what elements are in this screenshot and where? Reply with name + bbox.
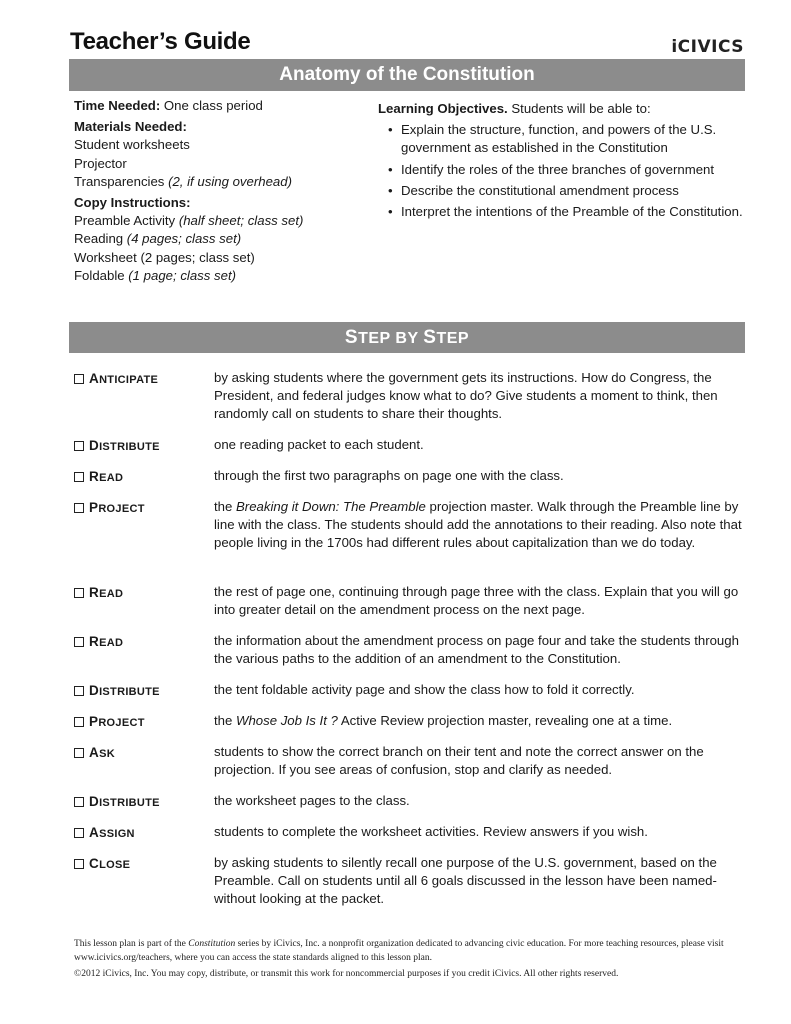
icivics-logo: iCIVICS — [671, 37, 744, 57]
objectives-list — [378, 121, 746, 221]
objective-item: • Interpret the intentions of the Preamble of the Constitution. — [401, 203, 746, 221]
step-description: the Breaking it Down: The Preamble projection master. Walk through the Preamble line by line with the class. The students should add the annotations to their reading. Also note that people living in the 1700s had different rules about capitalization than we do today. — [214, 499, 742, 551]
step-verb: ASK — [74, 745, 115, 760]
step-description: students to complete the worksheet activities. Review answers if you wish. — [214, 824, 648, 839]
step-description: by asking students to silently recall one purpose of the U.S. government, based on the Preamble. Call on students until all 6 goals discussed in the lesson have been named- without looking at the packet. — [214, 855, 717, 907]
checkbox-icon[interactable] — [74, 374, 84, 384]
copy-instructions-label: Copy Instructions: — [74, 195, 191, 211]
objective-item: • Explain the structure, function, and powers of the U.S. government as established in the Constitution — [401, 121, 746, 157]
checkbox-icon[interactable] — [74, 686, 84, 696]
step-verb: READ — [74, 634, 123, 649]
page-footer — [74, 938, 746, 982]
lesson-title-banner: Anatomy of the Constitution — [69, 59, 745, 91]
step-description: the tent foldable activity page and show the class how to fold it correctly. — [214, 682, 635, 697]
step-verb: DISTRIBUTE — [74, 438, 160, 453]
time-needed — [74, 97, 374, 115]
checkbox-icon[interactable] — [74, 637, 84, 647]
checkbox-icon[interactable] — [74, 441, 84, 451]
step-verb: DISTRIBUTE — [74, 794, 160, 809]
copy-item: Foldable (1 page; class set) — [74, 267, 237, 283]
checkbox-icon[interactable] — [74, 717, 84, 727]
material-item: Projector — [74, 155, 127, 171]
step-verb: READ — [74, 585, 123, 600]
learning-objectives — [378, 100, 746, 224]
step-verb: ANTICIPATE — [74, 371, 158, 386]
step-description: the Whose Job Is It ? Active Review projection master, revealing one at a time. — [214, 713, 673, 728]
materials-label: Materials Needed: — [74, 119, 187, 135]
checkbox-icon[interactable] — [74, 472, 84, 482]
step-verb: ASSIGN — [74, 825, 135, 840]
checkbox-icon[interactable] — [74, 503, 84, 513]
checkbox-icon[interactable] — [74, 588, 84, 598]
footer-copyright: ©2012 iCivics, Inc. You may copy, distribute, or transmit this work for noncommercial purposes if you credit iCivics. All other rights reserved. — [74, 969, 619, 979]
objectives-heading: Learning Objectives. Students will be able to: — [378, 101, 651, 116]
step-verb: PROJECT — [74, 714, 145, 729]
copy-item: Worksheet (2 pages; class set) — [74, 249, 255, 265]
step-verb: READ — [74, 469, 123, 484]
step-description: the worksheet pages to the class. — [214, 793, 410, 808]
copy-item: Preamble Activity (half sheet; class set) — [74, 213, 304, 229]
copy-item: Reading (4 pages; class set) — [74, 231, 242, 247]
time-needed-value: One class period — [160, 98, 263, 113]
step-verb: DISTRIBUTE — [74, 683, 160, 698]
objective-item: • Identify the roles of the three branches of government — [401, 161, 746, 179]
step-verb: PROJECT — [74, 500, 145, 515]
page-title: Teacher’s Guide — [70, 28, 251, 55]
material-item: Transparencies (2, if using overhead) — [74, 173, 292, 189]
objective-item: • Describe the constitutional amendment process — [401, 182, 746, 200]
page-header — [70, 28, 746, 60]
checkbox-icon[interactable] — [74, 828, 84, 838]
step-verb: CLOSE — [74, 856, 130, 871]
step-description: students to show the correct branch on their tent and note the correct answer on the projection. If you see areas of confusion, stop and clarify as needed. — [214, 744, 704, 778]
step-description: one reading packet to each student. — [214, 437, 424, 452]
step-description: through the first two paragraphs on page one with the class. — [214, 468, 564, 483]
checkbox-icon[interactable] — [74, 797, 84, 807]
lesson-info — [74, 97, 374, 285]
step-description: the information about the amendment process on page four and take the students through the various paths to the addition of an amendment to the Constitution. — [214, 633, 739, 667]
footer-note: This lesson plan is part of the Constitution series by iCivics, Inc. a nonprofit organization dedicated to advancing civic education. For more teaching resources, please visit www.icivics.org/teachers, where you can access the state standards aligned to this lesson plan. — [74, 939, 724, 963]
checkbox-icon[interactable] — [74, 859, 84, 869]
step-description: the rest of page one, continuing through page three with the class. Explain that you will go into greater detail on the amendment process on the next page. — [214, 584, 739, 618]
step-by-step-banner: STEP BY STEP — [69, 322, 745, 353]
time-needed-label: Time Needed: — [74, 98, 161, 113]
material-item: Student worksheets — [74, 137, 190, 153]
step-description: by asking students where the government gets its instructions. How do Congress, the President, and federal judges know what to do? Give students a moment to think, then randomly call on students to share their thoughts. — [214, 370, 718, 422]
checkbox-icon[interactable] — [74, 748, 84, 758]
